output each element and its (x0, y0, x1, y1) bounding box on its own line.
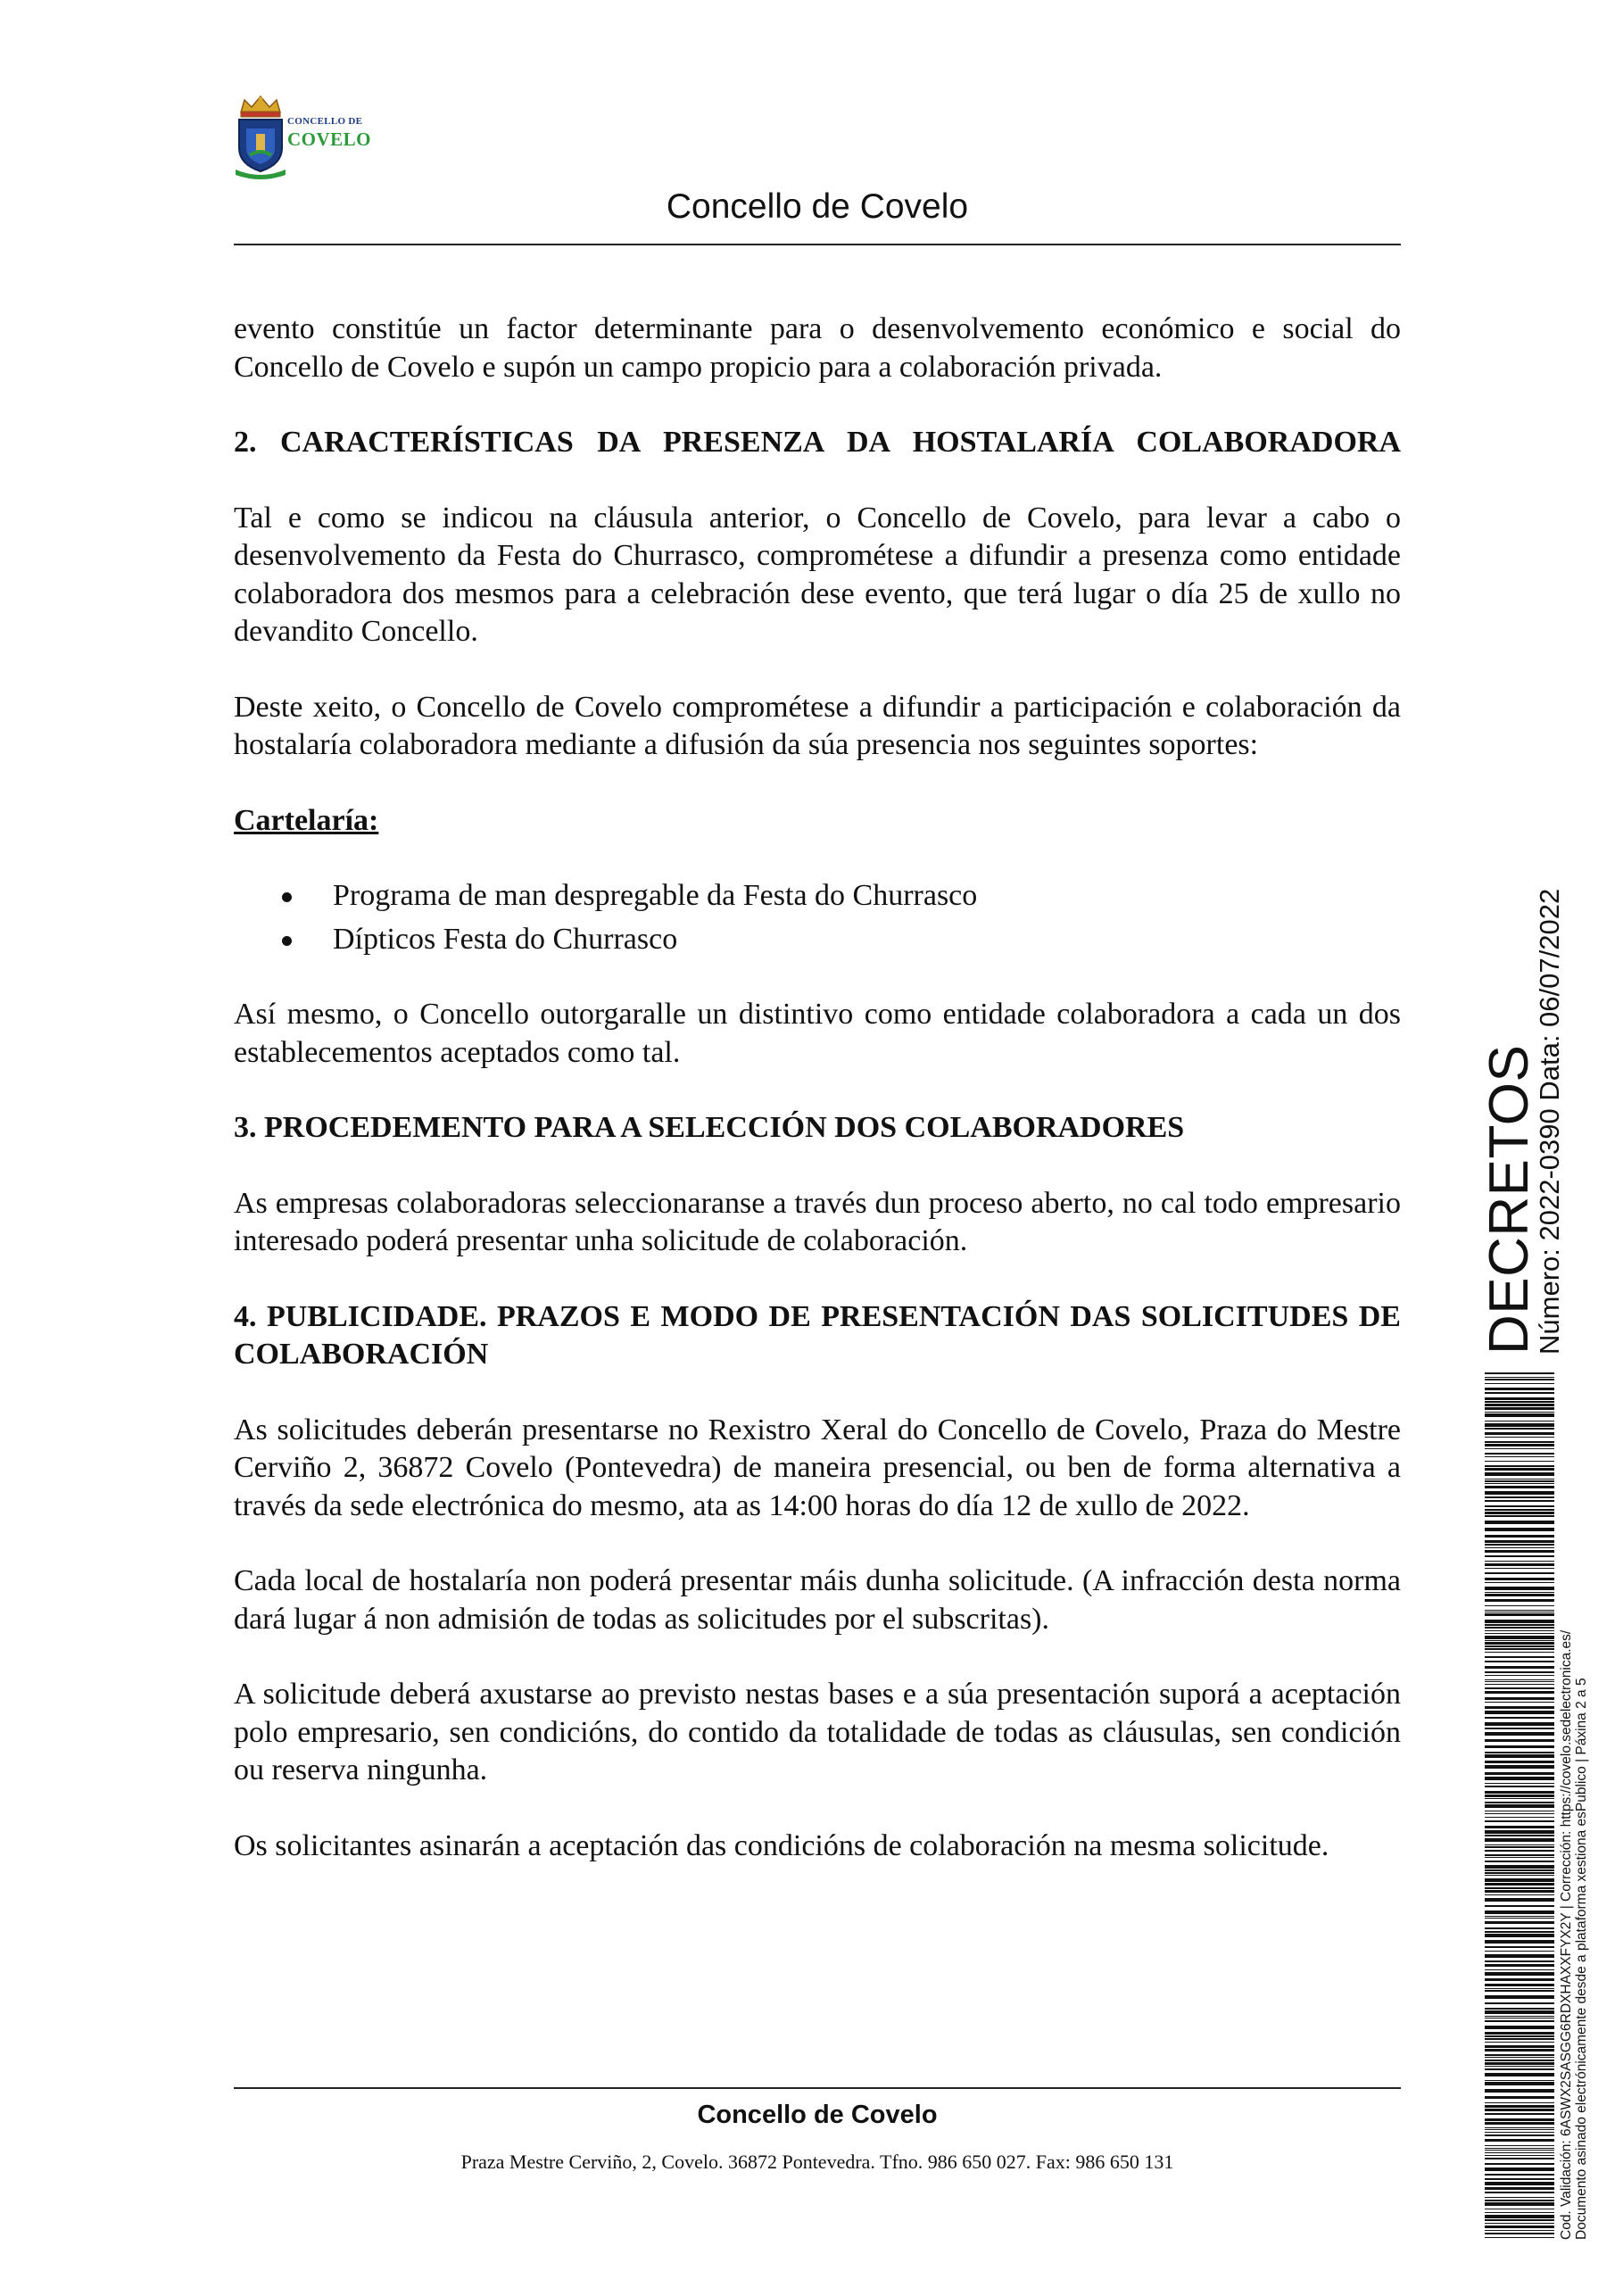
list-item-text: Dípticos Festa do Churrasco (333, 922, 678, 956)
barcode-bar (1485, 1918, 1554, 1919)
barcode-bar (1485, 2105, 1554, 2108)
barcode-bar (1485, 2026, 1554, 2029)
logo-line-1: CONCELLO DE (287, 116, 363, 127)
barcode-bar (1485, 1397, 1554, 1400)
section-heading-2: 2. CARACTERÍSTICAS DA PRESENZA DA HOSTALARÍA COLABORADORA (234, 426, 1401, 459)
barcode-bar (1485, 1978, 1554, 1981)
barcode-bar (1485, 1817, 1554, 1818)
barcode-bar (1485, 2187, 1554, 2190)
section-heading-3: 3. PROCEDEMENTO PARA A SELECCIÓN DOS COLABORADORES (234, 1111, 1185, 1144)
barcode-bar (1485, 1798, 1554, 1799)
barcode-bar (1485, 1791, 1554, 1794)
barcode-bar (1485, 1444, 1554, 1446)
barcode-bar (1485, 1861, 1554, 1862)
barcode-bar (1485, 1437, 1554, 1438)
barcode-bar (1485, 1491, 1554, 1495)
barcode-bar (1485, 1671, 1554, 1673)
barcode-bar (1485, 2073, 1554, 2076)
barcode-bar (1485, 1432, 1554, 1435)
list-item-text: Programa de man despregable da Festa do Churrasco (333, 879, 978, 912)
barcode-bar (1485, 2230, 1554, 2231)
barcode-bar (1485, 1681, 1554, 1682)
barcode-bar (1485, 1722, 1554, 1726)
barcode-bar (1485, 2057, 1554, 2058)
barcode-bar (1485, 1509, 1554, 1511)
barcode-bar (1485, 2197, 1554, 2198)
barcode-bar (1485, 1854, 1554, 1856)
barcode-bar (1485, 1547, 1554, 1548)
barcode-bar (1485, 1412, 1554, 1413)
barcode-bar (1485, 2129, 1554, 2130)
paragraph-signature: Os solicitantes asinarán a aceptación das condicións de colaboración na mesma solicitude. (234, 1828, 1329, 1862)
footer-title: Concello de Covelo (697, 2101, 938, 2129)
barcode-bar (1485, 1772, 1554, 1775)
barcode-bar (1485, 2089, 1554, 2093)
barcode-bar (1485, 1954, 1554, 1958)
barcode-bar (1485, 1535, 1554, 1538)
barcode-bar (1485, 1988, 1554, 1989)
barcode-bar (1485, 1728, 1554, 1729)
barcode-bar (1485, 1679, 1554, 1680)
validation-code-text: Cod. Validación: 6ASWX2SASGG6RDXHAXXFYX2Y | Corrección: https://covelo.sedelectronica.es/ (1559, 1629, 1574, 2240)
barcode-bar (1485, 1404, 1554, 1406)
barcode-bar (1485, 2016, 1554, 2017)
barcode-bar (1485, 2233, 1554, 2234)
barcode-bar (1485, 2010, 1554, 2014)
paragraph-selection: As empresas colaboradoras seleccionaranse a través dun proceso aberto, no cal todo empresario interesado poderá presentar unha solicitude de colaboración. (234, 1186, 1401, 1257)
barcode-bar (1485, 1392, 1554, 1394)
barcode-bar (1485, 1456, 1554, 1457)
barcode-bar (1485, 1921, 1554, 1924)
barcode-bar (1485, 2223, 1554, 2224)
barcode-bar (1485, 2178, 1554, 2180)
barcode-bar (1485, 1830, 1554, 1834)
barcode-bar (1485, 1500, 1554, 1502)
barcode-bar (1485, 2002, 1554, 2004)
paragraph-dissemination: Deste xeito, o Concello de Covelo comprométese a difundir a participación e colaboración da hostalaría colaboradora mediante a difusión da súa presencia nos seguintes soportes: (234, 690, 1401, 761)
barcode-bar (1485, 1594, 1554, 1596)
bullet-icon (282, 892, 292, 902)
barcode-bar (1485, 1951, 1554, 1952)
barcode-bar (1485, 1486, 1554, 1488)
barcode-bar (1485, 2145, 1554, 2146)
barcode-bar (1485, 2158, 1554, 2159)
paragraph-distinctive: Así mesmo, o Concello outorgaralle un distintivo como entidade colaboradora a cada un dos establecementos aceptados como tal. (234, 998, 1401, 1069)
paragraph-characteristics: Tal e como se indicou na cláusula anterior, o Concello de Covelo, para levar a cabo o desenvolvemento da Festa do Churrasco, comprométese a difundir a presenza como entidade colaboradora dos mesmos para a celebración dese evento, que terá lugar o día 25 de xullo no devandito Concello. (234, 501, 1401, 648)
barcode-bar (1485, 1702, 1554, 1703)
bullet-icon (282, 936, 292, 946)
barcode-bar (1485, 2109, 1554, 2111)
coat-of-arms-icon (234, 93, 287, 180)
barcode-bar (1485, 2038, 1554, 2040)
barcode-bar (1485, 1568, 1554, 1569)
barcode-bar (1485, 2215, 1554, 2218)
barcode-bar (1485, 1407, 1554, 1410)
barcode-bar (1485, 1633, 1554, 1634)
barcode-bar (1485, 1946, 1554, 1948)
barcode-bar (1485, 1802, 1554, 1803)
barcode-bar (1485, 2118, 1554, 2121)
barcode-bar (1485, 2042, 1554, 2043)
barcode-bar (1485, 1846, 1554, 1848)
barcode-bar (1485, 1423, 1554, 1427)
barcode-bar (1485, 1613, 1554, 1616)
header-title: Concello de Covelo (666, 187, 969, 226)
barcode-bar (1485, 1605, 1554, 1606)
paragraph-intro: evento constitúe un factor determinante para o desenvolvemento económico e social do Concello de Covelo e supón un campo propicio para a colaboración privada. (234, 312, 1401, 384)
barcode-bar (1485, 1795, 1554, 1797)
barcode-bar (1485, 1684, 1554, 1685)
barcode-bar (1485, 2163, 1554, 2165)
barcode-bar (1485, 1786, 1554, 1787)
validation-barcode-icon (1485, 1372, 1554, 2240)
barcode-bar (1485, 1515, 1554, 1517)
barcode-bar (1485, 1645, 1554, 1647)
barcode-bar (1485, 1624, 1554, 1626)
barcode-bar (1485, 2122, 1554, 2125)
municipality-logo (234, 93, 385, 180)
barcode-bar (1485, 1383, 1554, 1384)
footer-divider (234, 2087, 1401, 2089)
barcode-bar (1485, 1675, 1554, 1676)
barcode-bar (1485, 1732, 1554, 1736)
barcode-bar (1485, 2060, 1554, 2061)
barcode-bar (1485, 1916, 1554, 1917)
barcode-bar (1485, 1656, 1554, 1658)
barcode-bar (1485, 1636, 1554, 1639)
barcode-bar (1485, 1592, 1554, 1593)
barcode-bar (1485, 1765, 1554, 1769)
barcode-bar (1485, 2226, 1554, 2228)
barcode-bar (1485, 1826, 1554, 1828)
barcode-bar (1485, 1894, 1554, 1895)
barcode-bar (1485, 1984, 1554, 1986)
barcode-bar (1485, 1388, 1554, 1390)
barcode-bar (1485, 2032, 1554, 2035)
barcode-bar (1485, 2168, 1554, 2171)
barcode-bar (1485, 1931, 1554, 1933)
barcode-bar (1485, 1428, 1554, 1430)
barcode-bar (1485, 2182, 1554, 2185)
barcode-bar (1485, 1850, 1554, 1852)
barcode-bar (1485, 1587, 1554, 1590)
barcode-bar (1485, 1648, 1554, 1650)
barcode-bar (1485, 1927, 1554, 1929)
header-divider (234, 244, 1401, 245)
barcode-bar (1485, 2139, 1554, 2142)
barcode-bar (1485, 1448, 1554, 1449)
barcode-bar (1485, 1964, 1554, 1967)
barcode-bar (1485, 2174, 1554, 2176)
barcode-bar (1485, 1887, 1554, 1889)
barcode-bar (1485, 1640, 1554, 1641)
barcode-bar (1485, 2219, 1554, 2221)
barcode-bar (1485, 1572, 1554, 1574)
barcode-bar (1485, 1838, 1554, 1842)
barcode-bar (1485, 1372, 1554, 1374)
barcode-bar (1485, 1421, 1554, 1422)
barcode-bar (1485, 1505, 1554, 1507)
barcode-bar (1485, 2200, 1554, 2201)
barcode-bar (1485, 1820, 1554, 1822)
barcode-bar (1485, 1872, 1554, 1874)
logo-line-2: COVELO (287, 128, 372, 150)
document-body (234, 311, 1401, 1865)
barcode-bar (1485, 1804, 1554, 1808)
barcode-bar (1485, 1620, 1554, 1623)
section-heading-4: 4. PUBLICIDADE. PRAZOS E MODO DE PRESENTACIÓN DAS SOLICITUDES DE COLABORACIÓN (234, 1299, 1401, 1371)
barcode-bar (1485, 2127, 1554, 2128)
barcode-bar (1485, 1563, 1554, 1566)
barcode-bar (1485, 2062, 1554, 2065)
barcode-bar (1485, 1666, 1554, 1669)
barcode-bar (1485, 2096, 1554, 2099)
barcode-bar (1485, 1687, 1554, 1689)
barcode-bar (1485, 2148, 1554, 2149)
barcode-bar (1485, 1496, 1554, 1498)
barcode-bar (1485, 2134, 1554, 2136)
barcode-bar (1485, 1990, 1554, 1992)
barcode-bar (1485, 1453, 1554, 1455)
barcode-bar (1485, 1642, 1554, 1645)
barcode-bar (1485, 1697, 1554, 1700)
barcode-bar (1485, 1844, 1554, 1845)
barcode-bar (1485, 2080, 1554, 2081)
barcode-bar (1485, 1706, 1554, 1709)
barcode-bar (1485, 2192, 1554, 2193)
barcode-bar (1485, 1377, 1554, 1378)
barcode-bar (1485, 1783, 1554, 1784)
barcode-bar (1485, 2082, 1554, 2085)
barcode-bar (1485, 2102, 1554, 2103)
subheading-cartelaria: Cartelaría: (234, 803, 379, 837)
barcode-bar (1485, 1544, 1554, 1546)
paragraph-submission: As solicitudes deberán presentarse no Rexistro Xeral do Concello de Covelo, Praza do Mestre Cerviño 2, 36872 Covelo (Pontevedra) de maneira presencial, ou ben de forma alternativa a través da sede electrónica do mesmo, ata as 14:00 horas do día 12 de xullo de 2022. (234, 1413, 1401, 1522)
barcode-bar (1485, 1835, 1554, 1836)
barcode-bar (1485, 1711, 1554, 1714)
barcode-bar (1485, 1865, 1554, 1869)
footer-address: Praza Mestre Cerviño, 2, Covelo. 36872 Pontevedra. Tfno. 986 650 027. Fax: 986 650 131 (460, 2151, 1174, 2173)
barcode-bar (1485, 2054, 1554, 2056)
barcode-bar (1485, 1550, 1554, 1553)
barcode-bar (1485, 2202, 1554, 2206)
barcode-bar (1485, 1898, 1554, 1902)
barcode-bar (1485, 1960, 1554, 1962)
barcode-bar (1485, 1461, 1554, 1462)
barcode-bar (1485, 1754, 1554, 1758)
paragraph-acceptance: A solicitude deberá axustarse ao previsto nestas bases e a súa presentación suporá a aceptación polo empresario, sen condicións, do contido da totalidade de todas as cláusulas, sen condición ou reserva ningunha. (234, 1678, 1401, 1786)
barcode-bar (1485, 1752, 1554, 1753)
barcode-bar (1485, 2212, 1554, 2213)
barcode-bar (1485, 1995, 1554, 1999)
barcode-bar (1485, 2035, 1554, 2037)
barcode-bar (1485, 2066, 1554, 2067)
barcode-bar (1485, 1878, 1554, 1882)
barcode-bar (1485, 1483, 1554, 1484)
barcode-bar (1485, 2068, 1554, 2070)
barcode-bar (1485, 1441, 1554, 1443)
barcode-bar (1485, 1627, 1554, 1629)
barcode-bar (1485, 1630, 1554, 1631)
barcode-bar (1485, 2150, 1554, 2151)
barcode-bar (1485, 1610, 1554, 1611)
barcode-bar (1485, 2020, 1554, 2022)
barcode-bar (1485, 1940, 1554, 1944)
decree-stamp-title: DECRETOS (1478, 1044, 1540, 1355)
barcode-bar (1485, 1578, 1554, 1580)
barcode-bar (1485, 1869, 1554, 1871)
barcode-bar (1485, 1401, 1554, 1403)
barcode-bar (1485, 1911, 1554, 1914)
barcode-bar (1485, 1890, 1554, 1893)
barcode-bar (1485, 1465, 1554, 1467)
barcode-bar (1485, 1661, 1554, 1662)
barcode-bar (1485, 1472, 1554, 1476)
barcode-bar (1485, 1379, 1554, 1380)
barcode-bar (1485, 1883, 1554, 1886)
supports-list (234, 877, 1401, 958)
barcode-bar (1485, 1739, 1554, 1742)
barcode-bar (1485, 1540, 1554, 1543)
barcode-bar (1485, 1745, 1554, 1748)
barcode-bar (1485, 1972, 1554, 1976)
barcode-bar (1485, 1934, 1554, 1937)
barcode-bar (1485, 1582, 1554, 1583)
barcode-bar (1485, 1521, 1554, 1524)
barcode-bar (1485, 1599, 1554, 1602)
barcode-bar (1485, 2045, 1554, 2048)
barcode-bar (1485, 1528, 1554, 1531)
barcode-bar (1485, 1480, 1554, 1482)
barcode-bar (1485, 1413, 1554, 1417)
barcode-bar (1485, 1479, 1554, 1480)
list-item (234, 921, 1401, 959)
barcode-bar (1485, 1561, 1554, 1562)
paragraph-limit: Cada local de hostalaría non poderá presentar máis dunha solicitude. (A infracción desta norma dará lugar á non admisión de todas as solicitudes por el subscritas). (234, 1564, 1401, 1636)
barcode-bar (1485, 2132, 1554, 2133)
barcode-bar (1485, 2152, 1554, 2153)
barcode-bar (1485, 1813, 1554, 1814)
barcode-bar (1485, 1969, 1554, 1970)
barcode-bar (1485, 1468, 1554, 1471)
barcode-bar (1485, 1905, 1554, 1907)
barcode-bar (1485, 2237, 1554, 2238)
barcode-bar (1485, 2008, 1554, 2010)
barcode-bar (1485, 2113, 1554, 2115)
barcode-bar (1485, 1652, 1554, 1653)
barcode-bar (1485, 2155, 1554, 2156)
barcode-bar (1485, 1717, 1554, 1719)
barcode-bar (1485, 1691, 1554, 1694)
decree-number-date: Número: 2022-0390 Data: 06/07/2022 (1534, 888, 1565, 1355)
signature-platform-text: Documento asinado electrónicamente desde a plataforma xestiona esPublico | Páxina 2 a 5 (1574, 1678, 1589, 2240)
barcode-bar (1485, 1512, 1554, 1514)
barcode-bar (1485, 2049, 1554, 2051)
barcode-bar (1485, 1555, 1554, 1557)
list-item (234, 877, 1401, 916)
barcode-bar (1485, 1875, 1554, 1876)
barcode-bar (1485, 1777, 1554, 1780)
barcode-bar (1485, 1857, 1554, 1858)
barcode-bar (1485, 1761, 1554, 1763)
